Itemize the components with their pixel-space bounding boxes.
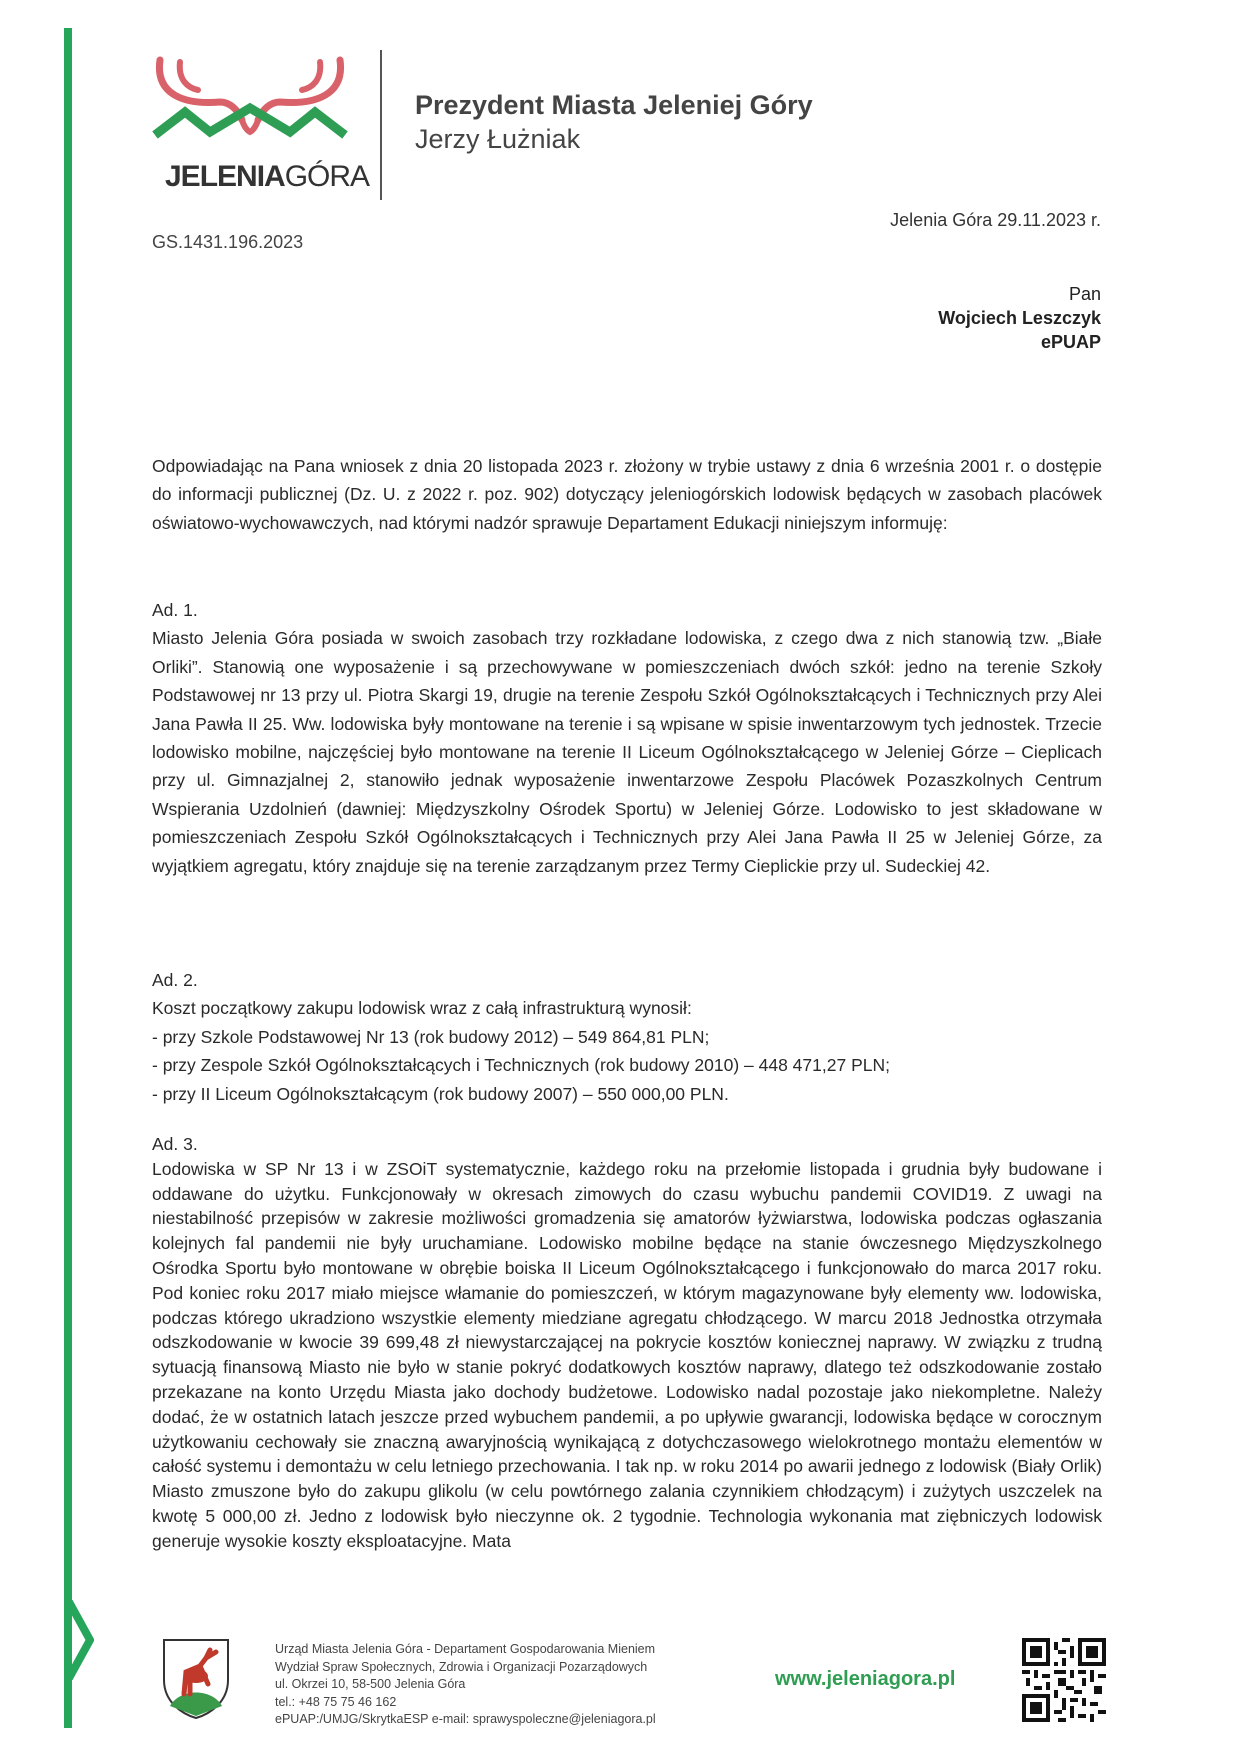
ad2-item: - przy Szkole Podstawowej Nr 13 (rok budowy 2012) – 549 864,81 PLN;	[152, 1026, 710, 1047]
header-divider	[380, 50, 382, 200]
addressee-name: Wojciech Leszczyk	[938, 308, 1101, 328]
logo-wordmark-light: GÓRA	[284, 160, 370, 193]
footer-address-line: ul. Okrzei 10, 58-500 Jelenia Góra	[275, 1677, 466, 1691]
section-ad2	[152, 966, 1102, 1108]
sender-name: Jerzy Łużniak	[415, 124, 581, 154]
left-accent-bar	[64, 28, 72, 1728]
addressee-block	[938, 282, 1101, 354]
intro-paragraph	[152, 452, 1102, 537]
reference-number: GS.1431.196.2023	[152, 232, 304, 252]
ad1-text: Miasto Jelenia Góra posiada w swoich zasobach trzy rozkładane lodowiska, z czego dwa z nich stanowią tzw. „Białe Orliki”. Stanowią one wyposażenie i są przechowywane w pomieszczeniach dwóch szkół: jedno na terenie Szkoły Podstawowej nr 13 przy ul. Piotra Skargi 19, drugie na terenie Zespołu Szkół Ogólnokształcących i Technicznych przy Alei Jana Pawła II 25. Ww. lodowiska były montowane na terenie i są wpisane w spisie inwentarzowym tych jednostek. Trzecie lodowisko mobilne, najczęściej było montowane na terenie II Liceum Ogólnokształcącego w Jeleniej Górze – Cieplicach przy ul. Gimnazjalnej 2, stanowiło jednak wyposażenie inwentarzowe Zespołu Placówek Pozaszkolnych Centrum Wspierania Uzdolnień (dawniej: Międzyszkolny Ośrodek Sportu) w Jeleniej Górze. Lodowisko to jest składowane w pomieszczeniach Zespołu Szkół Ogólnokształcących i Technicznych przy Alei Jana Pawła II 25 w Jeleniej Górze, za wyjątkiem agregatu, który znajduje się na terenie zarządzanym przez Termy Cieplickie przy ul. Sudeckiej 42.	[152, 628, 1102, 876]
ad1-heading: Ad. 1.	[152, 600, 198, 620]
footer-address-line: tel.: +48 75 75 46 162	[275, 1694, 397, 1709]
ad2-heading: Ad. 2.	[152, 970, 198, 990]
footer-address	[275, 1641, 656, 1729]
letter-date: Jelenia Góra 29.11.2023 r.	[890, 210, 1101, 230]
ad2-item: - przy Zespole Szkół Ogólnokształcących i Technicznych (rok budowy 2010) – 448 471,27 PLN;	[152, 1055, 890, 1076]
section-ad3	[152, 1132, 1102, 1554]
footer-address-line: Urząd Miasta Jelenia Góra - Departament Gospodarowania Mieniem	[275, 1642, 656, 1656]
city-coat-of-arms-icon	[160, 1636, 232, 1720]
footer-address-line: Wydział Spraw Społecznych, Zdrowia i Organizacji Pozarządowych	[275, 1659, 648, 1674]
ad3-heading: Ad. 3.	[152, 1134, 198, 1154]
ad2-intro: Koszt początkowy zakupu lodowisk wraz z całą infrastrukturą wynosił:	[152, 998, 692, 1019]
logo-wordmark	[165, 160, 369, 194]
accent-bar-chevron	[64, 1600, 94, 1680]
ad2-item: - przy II Liceum Ogólnokształcącym (rok budowy 2007) – 550 000,00 PLN.	[152, 1083, 729, 1104]
sender-title: Prezydent Miasta Jeleniej Góry	[415, 90, 813, 120]
addressee-salutation: Pan	[1068, 284, 1101, 304]
addressee-channel: ePUAP	[1040, 332, 1101, 352]
section-ad1	[152, 596, 1102, 880]
intro-text: Odpowiadając na Pana wniosek z dnia 20 listopada 2023 r. złożony w trybie ustawy z dnia 6 września 2001 r. o dostępie do informacji publicznej (Dz. U. z 2022 r. poz. 902) dotyczący jeleniogórskich lodowisk będących w zasobach placówek oświatowo-wychowawczych, nad którymi nadzór sprawuje Departament Edukacji niniejszym informuję:	[152, 456, 1102, 533]
footer-address-line: ePUAP:/UMJG/SkrytkaESP e-mail: sprawyspoleczne@jeleniagora.pl	[275, 1712, 656, 1726]
logo-wordmark-bold: JELENIA	[165, 160, 285, 193]
footer-website-link[interactable]: www.jeleniagora.pl	[775, 1668, 956, 1690]
ad3-text: Lodowiska w SP Nr 13 i w ZSOiT systematycznie, każdego roku na przełomie listopada i grudnia były budowane i oddawane do użytku. Funkcjonowały w okresach zimowych do czasu wybuchu pandemii COVID19. Z uwagi na niestabilność przepisów w zakresie możliwości gromadzenia się amatorów łyżwiarstwa, lodowiska podczas ogłaszania kolejnych fal pandemii nie były uruchamiane. Lodowisko mobilne będące na stanie ówczesnego Międzyszkolnego Ośrodka Sportu było montowane w obrębie boiska II Liceum Ogólnokształcącego i funkcjonowało do marca 2017 roku. Pod koniec roku 2017 miało miejsce włamanie do pomieszczeń, w którym magazynowane były elementy ww. lodowiska, podczas którego ukradziono wszystkie elementy miedziane agregatu chłodzącego. W marcu 2018 Jednostka otrzymała odszkodowanie w kwocie 39 699,48 zł niewystarczającej na pokrycie kosztów koniecznej naprawy. W związku z trudną sytuacją finansową Miasto nie było w stanie pokryć dodatkowych kosztów naprawy, dlatego też odszkodowanie zostało przekazane na konto Urzędu Miasta jako dochody budżetowe. Lodowisko nadal pozostaje jako niekompletne. Należy dodać, że w ostatnich latach jeszcze przed wybuchem pandemii, a po upływie gwarancji, lodowiska będące w corocznym użytkowaniu cechowały sie znaczną awaryjnością wynikającą z dotychczasowego wielokrotnego montażu elementów w całość systemu i demontażu w celu letniego przechowania. I tak np. w roku 2014 po awarii jednego z lodowisk (Biały Orlik) Miasto zmuszone było do zakupu glikolu (w celu powtórnego zalania czynnikiem chłodzącym) i zużytych uszczelek na kwotę 5 000,00 zł. Jedno z lodowisk było nieczynne ok. 2 tygodnie. Technologia wykonania mat ziębniczych lodowisk generuje wysokie koszty eksploatacyjne. Mata	[152, 1158, 1102, 1551]
qr-code-icon	[1022, 1638, 1106, 1722]
